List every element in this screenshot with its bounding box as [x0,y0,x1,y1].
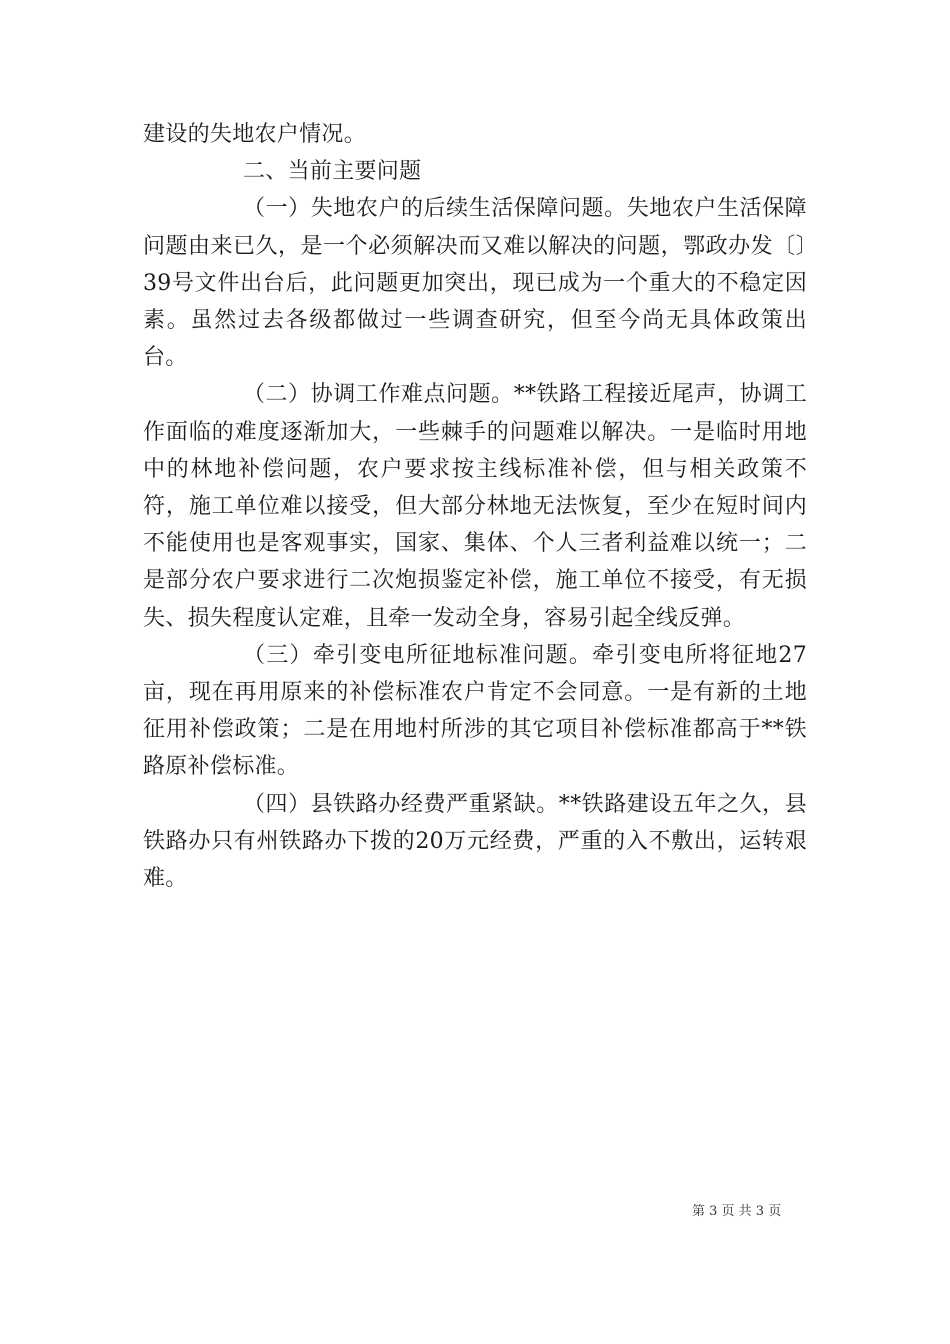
document-body [143,116,807,897]
paragraph-issue-2: （二）协调工作难点问题。**铁路工程接近尾声，协调工作面临的难度逐渐加大，一些棘手的问题难以解决。一是临时用地中的林地补偿问题，农户要求按主线标准补偿，但与相关政策不符，施工单位难以接受，但大部分林地无法恢复，至少在短时间内不能使用也是客观事实，国家、集体、个人三者利益难以统一；二是部分农户要求进行二次炮损鉴定补偿，施工单位不接受，有无损失、损失程度认定难，且牵一发动全身，容易引起全线反弹。 [143,382,807,631]
page-number-footer: 第 3 页 共 3 页 [692,1204,782,1219]
paragraph-issue-1: （一）失地农户的后续生活保障问题。失地农户生活保障问题由来已久，是一个必须解决而又难以解决的问题，鄂政办发〔〕39号文件出台后，此问题更加突出，现已成为一个重大的不稳定因素。虽然过去各级都做过一些调查研究，但至今尚无具体政策出台。 [143,196,807,371]
section-heading: 二、当前主要问题 [243,159,422,185]
paragraph-issue-4: （四）县铁路办经费严重紧缺。**铁路建设五年之久，县铁路办只有州铁路办下拨的20万元经费，严重的入不敷出，运转艰难。 [143,791,807,892]
paragraph-issue-3: （三）牵引变电所征地标准问题。牵引变电所将征地27亩，现在再用原来的补偿标准农户肯定不会同意。一是有新的土地征用补偿政策；二是在用地村所涉的其它项目补偿标准都高于**铁路原补偿标准。 [143,642,807,780]
paragraph-continuation: 建设的失地农户情况。 [143,122,367,147]
